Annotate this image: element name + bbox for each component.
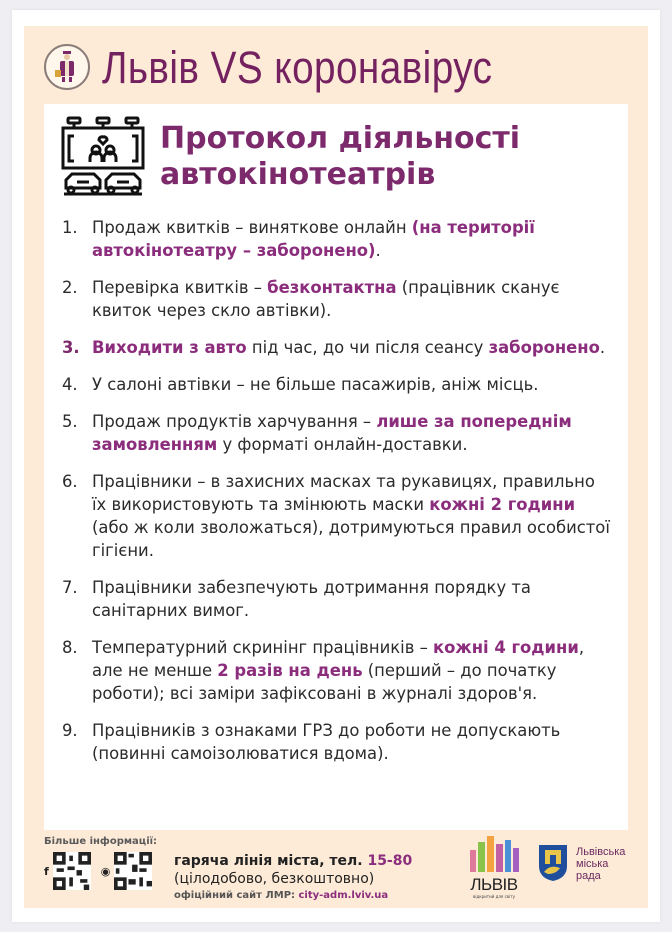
rule-text-segment: Температурний скринінг працівників – xyxy=(92,638,434,657)
rule-text-segment: у форматі онлайн-доставки. xyxy=(217,435,468,454)
rule-text-highlight: кожні 2 години xyxy=(429,495,576,514)
rule-text xyxy=(92,336,610,359)
rule-text-segment: Продаж квитків – виняткове онлайн xyxy=(92,218,412,237)
hotline-label: гаряча лінія міста, тел. xyxy=(174,853,368,869)
lviv-mascot-emblem-icon xyxy=(44,44,90,90)
rule-text-segment: (або ж коли зволожаться), дотримуються правил особистої гігієни. xyxy=(92,518,610,560)
rule-text-segment: (працівник сканує квиток через скло автівки). xyxy=(92,278,560,320)
rule-number: 5. xyxy=(62,412,78,431)
rule-number: 3. xyxy=(62,338,80,357)
rule-text-segment: Працівники забезпечують дотримання порядку та санітарних вимог. xyxy=(92,578,531,620)
rule-item xyxy=(62,216,610,262)
rule-text xyxy=(92,276,610,322)
rule-text xyxy=(92,373,610,396)
poster-header xyxy=(44,34,628,100)
rule-number: 8. xyxy=(62,638,78,657)
rule-text-segment: , але не менше xyxy=(92,638,585,680)
rule-text-segment: . xyxy=(375,241,381,260)
rule-number: 9. xyxy=(62,721,78,740)
rule-text-highlight: кожні 4 години xyxy=(433,638,579,657)
rule-text-highlight: безконтактна xyxy=(267,278,397,297)
rule-text xyxy=(92,719,610,765)
rule-item xyxy=(62,373,610,396)
rule-text xyxy=(92,216,610,262)
rule-number: 6. xyxy=(62,472,78,491)
protocol-content xyxy=(44,104,628,830)
main-title: Львів VS коронавірус xyxy=(102,41,493,93)
section-header xyxy=(60,114,520,200)
rule-text-segment: Продаж продуктів харчування – xyxy=(92,412,377,431)
rule-number: 4. xyxy=(62,375,78,394)
lviv-city-logo xyxy=(466,832,522,902)
hotline-phone[interactable]: 15-80 xyxy=(367,853,413,869)
facebook-icon: f xyxy=(44,864,49,878)
more-info-label: Більше інформації: xyxy=(44,836,158,847)
rule-number: 1. xyxy=(62,218,78,237)
hotline-note: (цілодобово, безкоштовно) xyxy=(174,871,375,887)
poster-footer xyxy=(44,836,628,902)
rule-text-segment: У салоні автівки – не більше пасажирів, аніж місць. xyxy=(92,375,539,394)
rule-text-highlight: заборонено xyxy=(488,338,600,357)
drive-in-cinema-icon xyxy=(60,114,146,200)
rule-number: 7. xyxy=(62,578,78,597)
lviv-coat-of-arms-icon xyxy=(538,844,568,882)
lviv-logo-word: ЛЬВІВ xyxy=(470,875,518,894)
lviv-towers-icon xyxy=(466,832,522,872)
facebook-qr-code[interactable] xyxy=(53,852,91,890)
telegram-qr-code[interactable] xyxy=(114,852,152,890)
official-site-link[interactable]: city-adm.lviv.ua xyxy=(298,890,389,901)
rule-text-segment: Працівників з ознаками ГРЗ до роботи не допускають (повинні самоізолюватися вдома). xyxy=(92,721,561,763)
rules-list xyxy=(62,216,610,779)
rule-item xyxy=(62,470,610,562)
council-line-2: міська xyxy=(576,858,609,870)
rule-item xyxy=(62,410,610,456)
social-qr-codes xyxy=(44,852,162,890)
rule-text-highlight: Виходити з авто xyxy=(92,338,247,357)
rule-item xyxy=(62,636,610,705)
rule-item xyxy=(62,576,610,622)
rule-text-highlight: лише за попереднім замовленням xyxy=(92,412,572,454)
rule-item xyxy=(62,276,610,322)
rule-text-highlight: (на території автокінотеатру – заборонено) xyxy=(92,218,535,260)
rule-item xyxy=(62,336,610,359)
rule-number: 2. xyxy=(62,278,78,297)
rule-text xyxy=(92,576,610,622)
telegram-icon: ◉ xyxy=(100,864,111,878)
rule-text xyxy=(92,470,610,562)
section-title-line2: автокінотеатрів xyxy=(160,157,436,192)
rule-text-segment: (перший – до початку роботи); всі заміри зафіксовані в журналі здоров'я. xyxy=(92,661,557,703)
hotline-line xyxy=(174,852,474,870)
official-site-line xyxy=(174,888,474,904)
city-council-label xyxy=(576,846,625,882)
rule-text xyxy=(92,636,610,705)
section-title xyxy=(160,121,520,193)
rule-text xyxy=(92,410,610,456)
council-line-3: рада xyxy=(576,870,601,882)
rule-text-segment: Перевірка квитків – xyxy=(92,278,268,297)
lviv-logo-tagline: відкритий для світу xyxy=(473,894,515,899)
section-title-line1: Протокол діяльності xyxy=(160,121,521,156)
rule-item xyxy=(62,719,610,765)
rule-text-highlight: 2 разів на день xyxy=(217,661,363,680)
rule-text-segment: Працівники – в захисних масках та рукавицях, правильно їх використовують та змінюють маски xyxy=(92,472,595,514)
official-site-label: офіційний сайт ЛМР: xyxy=(174,890,299,901)
hotline-info xyxy=(174,852,474,904)
rule-text-segment: . xyxy=(599,338,606,357)
rule-text-segment: під час, до чи після сеансу xyxy=(246,338,489,357)
council-line-1: Львівська xyxy=(576,846,626,858)
